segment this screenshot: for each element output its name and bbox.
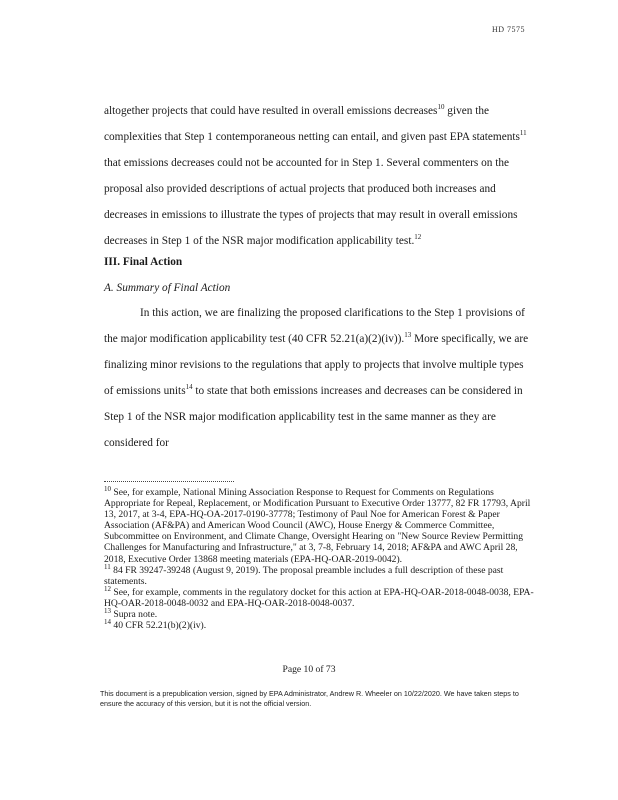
footnote-text: 40 CFR 52.21(b)(2)(iv).: [113, 620, 207, 632]
paragraph-1-text-b: given the complexities that Step 1 contemporaneous netting can entail, and given past EPA statements: [104, 105, 520, 143]
footnote-number: 12: [104, 584, 111, 593]
footnotes: [104, 484, 536, 632]
footnote-ref-11[interactable]: 11: [519, 129, 527, 138]
paragraph-1-text-c: that emissions decreases could not be accounted for in Step 1. Several commenters on the proposal also provided descriptions of actual projects that produced both increases and decreases in emissions to illustrate the types of projects that may result in overall emissions decreases in Step 1 of the NSR major modification applicability test.: [104, 157, 518, 247]
footnote-ref-10[interactable]: 10: [437, 103, 445, 112]
paragraph-2-text-c: to state that both emissions increases and decreases can be considered in Step 1 of the NSR major modification applicability test in the same manner as they are considered for: [104, 385, 523, 449]
footnote: [104, 562, 536, 587]
paragraph-2-text-b: More specifically, we are finalizing minor revisions to the regulations that apply to projects that involve multiple types of emissions units: [104, 333, 529, 397]
footnote-text: 84 FR 39247-39248 (August 9, 2019). The proposal preamble includes a full description of these past statements.: [104, 564, 504, 587]
footnote: [104, 584, 536, 609]
footnote: [104, 617, 536, 632]
page-header-code: HD 7575: [491, 25, 525, 34]
paragraph-1: [104, 98, 532, 254]
page-number: Page 10 of 73: [282, 664, 336, 675]
footnote-text: See, for example, National Mining Association Response to Request for Comments on Regulations Appropriate for Repeal, Replacement, or Modification Pursuant to Executive Order 13777, 82 FR 17793, April 13, 2017, at 3-4, EPA-HQ-OA-2017-0190-37778; Testimony of Paul Noe for American Forest & Paper Association (AF&PA) and American Wood Council (AWC), House Energy & Commerce Committee, Subcommittee on Environment, and Climate Change, Oversight Hearing on "New Source Review Permitting Challenges for Manufacturing and Infrastructure," at 3, 7-8, February 14, 2018; AF&PA and AWC April 28, 2018, Executive Order 13868 meeting materials (EPA-HQ-OAR-2019-0042).: [104, 487, 531, 565]
paragraph-2: [104, 300, 532, 456]
footnote-text: Supra note.: [113, 609, 158, 621]
paragraph-2-text-a: In this action, we are finalizing the proposed clarifications to the Step 1 provisions of the major modification applicability test (40 CFR 52.21(a)(2)(iv)).: [104, 307, 525, 345]
footnote: [104, 606, 536, 621]
footnote-number: 13: [104, 606, 111, 615]
subsection-heading-summary: A. Summary of Final Action: [104, 282, 231, 294]
prepublication-disclaimer: This document is a prepublication version, signed by EPA Administrator, Andrew R. Wheeler on 10/22/2020. We have taken steps to ensure the accuracy of this version, but it is not the official version.: [100, 689, 519, 708]
footnote: [104, 484, 536, 565]
footnote-number: 14: [104, 617, 111, 626]
footnote-ref-12[interactable]: 12: [414, 233, 422, 242]
footnote-number: 11: [104, 562, 111, 571]
footnote-ref-13[interactable]: 13: [404, 331, 412, 340]
footnote-ref-14[interactable]: 14: [185, 383, 193, 392]
paragraph-1-text-a: altogether projects that could have resulted in overall emissions decreases: [104, 105, 438, 117]
section-heading-final-action: III. Final Action: [104, 256, 183, 268]
footnote-number: 10: [104, 484, 111, 493]
footnote-separator: [104, 481, 234, 482]
footnote-text: See, for example, comments in the regulatory docket for this action at EPA-HQ-OAR-2018-0048-0038, EPA-HQ-OAR-2018-0048-0032 and EPA-HQ-OAR-2018-0048-0037.: [104, 586, 534, 609]
